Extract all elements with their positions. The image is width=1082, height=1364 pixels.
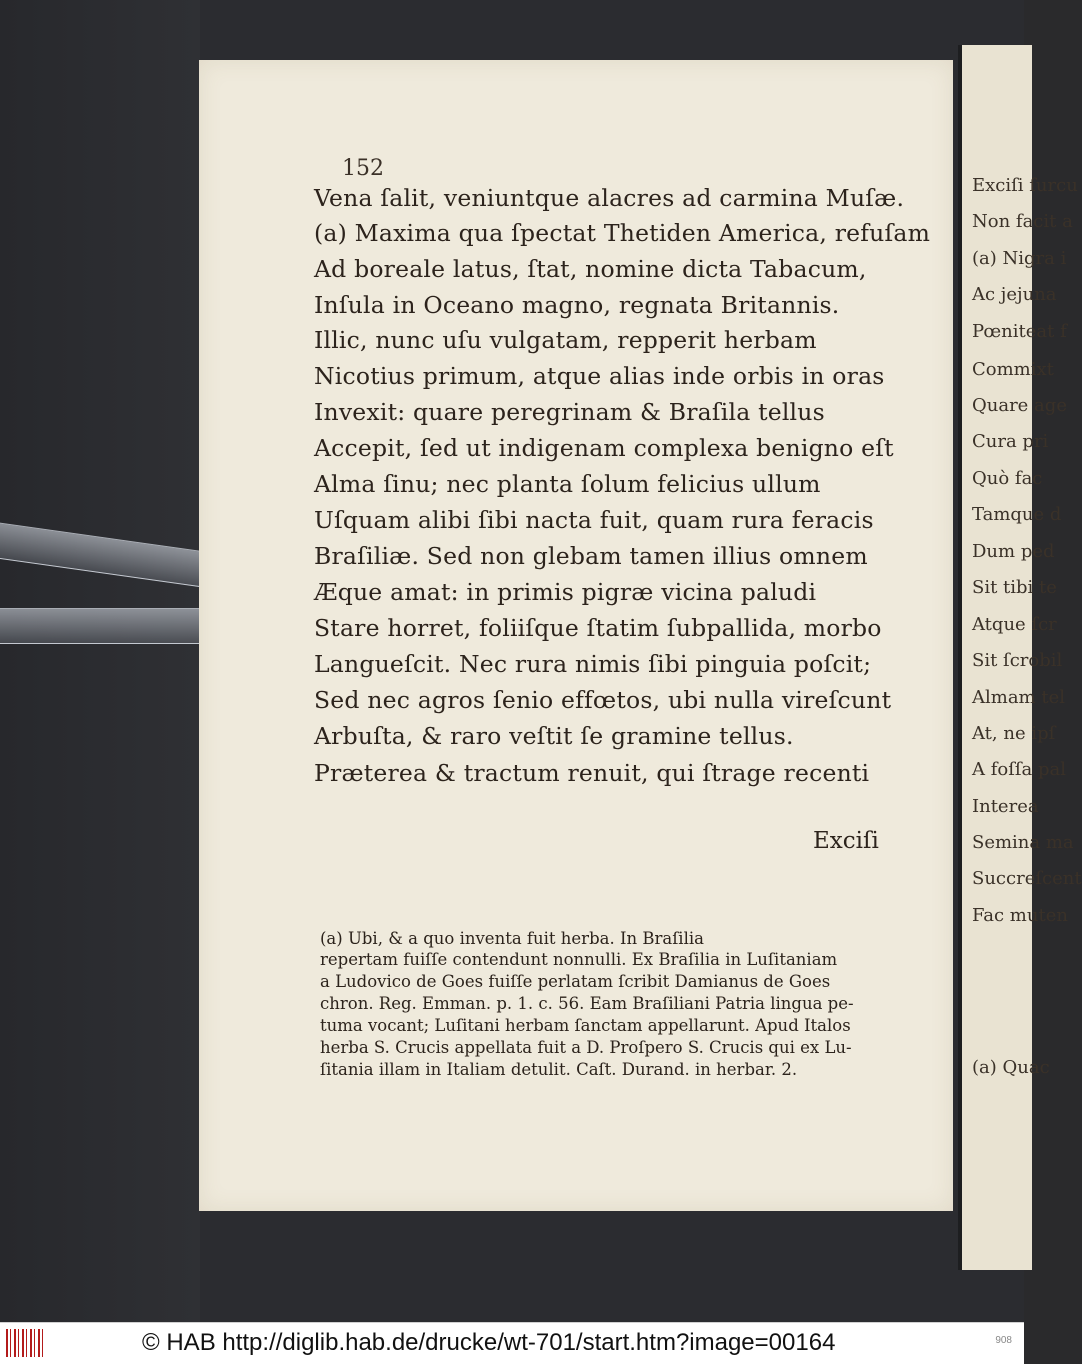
facing-line: Sit tibi te	[972, 577, 1057, 598]
facing-line: A foſſa pal	[972, 759, 1067, 780]
verse-line: Vena ſalit, veniuntque alacres ad carmina Muſæ.	[314, 184, 905, 212]
page-number: 152	[342, 156, 384, 181]
facing-line: Ac jejuna	[972, 284, 1057, 305]
verse-line: Accepit, ſed ut indigenam complexa benigno eſt	[314, 434, 894, 462]
hab-logo-icon	[6, 1329, 46, 1357]
book-page	[199, 60, 953, 1211]
verse-line: Præterea & tractum renuit, qui ſtrage recenti	[314, 759, 870, 787]
facing-line: (a) Nigra i	[972, 248, 1067, 269]
footnote-line: chron. Reg. Emman. p. 1. c. 56. Eam Braſiliani Patria lingua pe-	[320, 994, 854, 1013]
verse-line: Illic, nunc uſu vulgatam, repperit herbam	[314, 326, 817, 354]
facing-line: Almam tel	[972, 687, 1065, 708]
facing-line: Non facit a	[972, 211, 1073, 232]
facing-line: Interea	[972, 796, 1039, 817]
footnote-line: repertam fuiſſe contendunt nonnulli. Ex Braſilia in Luſitaniam	[320, 950, 838, 969]
facing-line: Dum ped	[972, 541, 1055, 562]
footer-bar	[0, 1322, 1024, 1364]
verse-line: Stare horret, foliiſque ſtatim ſubpallida, morbo	[314, 614, 882, 642]
facing-line: Quare age	[972, 395, 1067, 416]
verse-line: Arbuſta, & raro veſtit ſe gramine tellus.	[314, 722, 794, 750]
facing-line: (a) Quac	[972, 1057, 1050, 1078]
facing-line: Quò fac	[972, 468, 1043, 489]
facing-line: Atque ſcr	[972, 614, 1057, 635]
footnote-line: herba S. Crucis appellata fuit a D. Proſpero S. Crucis qui ex Lu-	[320, 1038, 852, 1057]
verse-line: Invexit: quare peregrinam & Braſila tellus	[314, 398, 825, 426]
verse-line: Inſula in Oceano magno, regnata Britannis.	[314, 291, 840, 319]
footnote-line: (a) Ubi, & a quo inventa fuit herba. In Braſilia	[320, 929, 704, 948]
facing-line: Commixt	[972, 359, 1054, 380]
dark-background	[0, 0, 200, 1322]
verse-line: Ad boreale latus, ſtat, nomine dicta Tabacum,	[314, 255, 867, 283]
footnote-line: a Ludovico de Goes fuiſſe perlatam ſcribit Damianus de Goes	[320, 972, 831, 991]
facing-line: Pœniteat f	[972, 321, 1067, 342]
verse-line: Nicotius primum, atque alias inde orbis in oras	[314, 362, 885, 390]
verse-line: Langueſcit. Nec rura nimis ſibi pinguia poſcit;	[314, 650, 872, 678]
verse-line: Sed nec agros ſenio effœtos, ubi nulla vireſcunt	[314, 686, 892, 714]
catchword: Exciſi	[813, 828, 879, 854]
facing-line: Cura pri	[972, 431, 1049, 452]
copyright-link[interactable]: © HAB http://diglib.hab.de/drucke/wt-701/start.htm?image=00164	[142, 1329, 836, 1356]
facing-line: Tamque d	[972, 504, 1062, 525]
corner-mark: 908	[995, 1335, 1012, 1346]
facing-line: Succreſcent	[972, 868, 1082, 889]
verse-line: Braſiliæ. Sed non glebam tamen illius omnem	[314, 542, 868, 570]
facing-line: Sit ſcrobil	[972, 650, 1063, 671]
facing-line: At, ne ipſ	[972, 723, 1056, 744]
facing-line: Exciſi ſurcu	[972, 175, 1078, 196]
verse-line: (a) Maxima qua ſpectat Thetiden America, refuſam	[314, 219, 931, 247]
facing-line: Semina ma	[972, 832, 1074, 853]
verse-line: Æque amat: in primis pigræ vicina paludi	[314, 578, 817, 606]
verse-line: Uſquam alibi ſibi nacta fuit, quam rura feracis	[314, 506, 874, 534]
facing-page	[958, 45, 1082, 1270]
facing-line: Fac muten	[972, 905, 1068, 926]
footnote-line: ſitania illam in Italiam detulit. Caſt. Durand. in herbar. 2.	[320, 1060, 798, 1079]
verse-line: Alma ſinu; nec planta ſolum felicius ullum	[314, 470, 821, 498]
footnote-line: tuma vocant; Luſitani herbam ſanctam appellarunt. Apud Italos	[320, 1016, 851, 1035]
